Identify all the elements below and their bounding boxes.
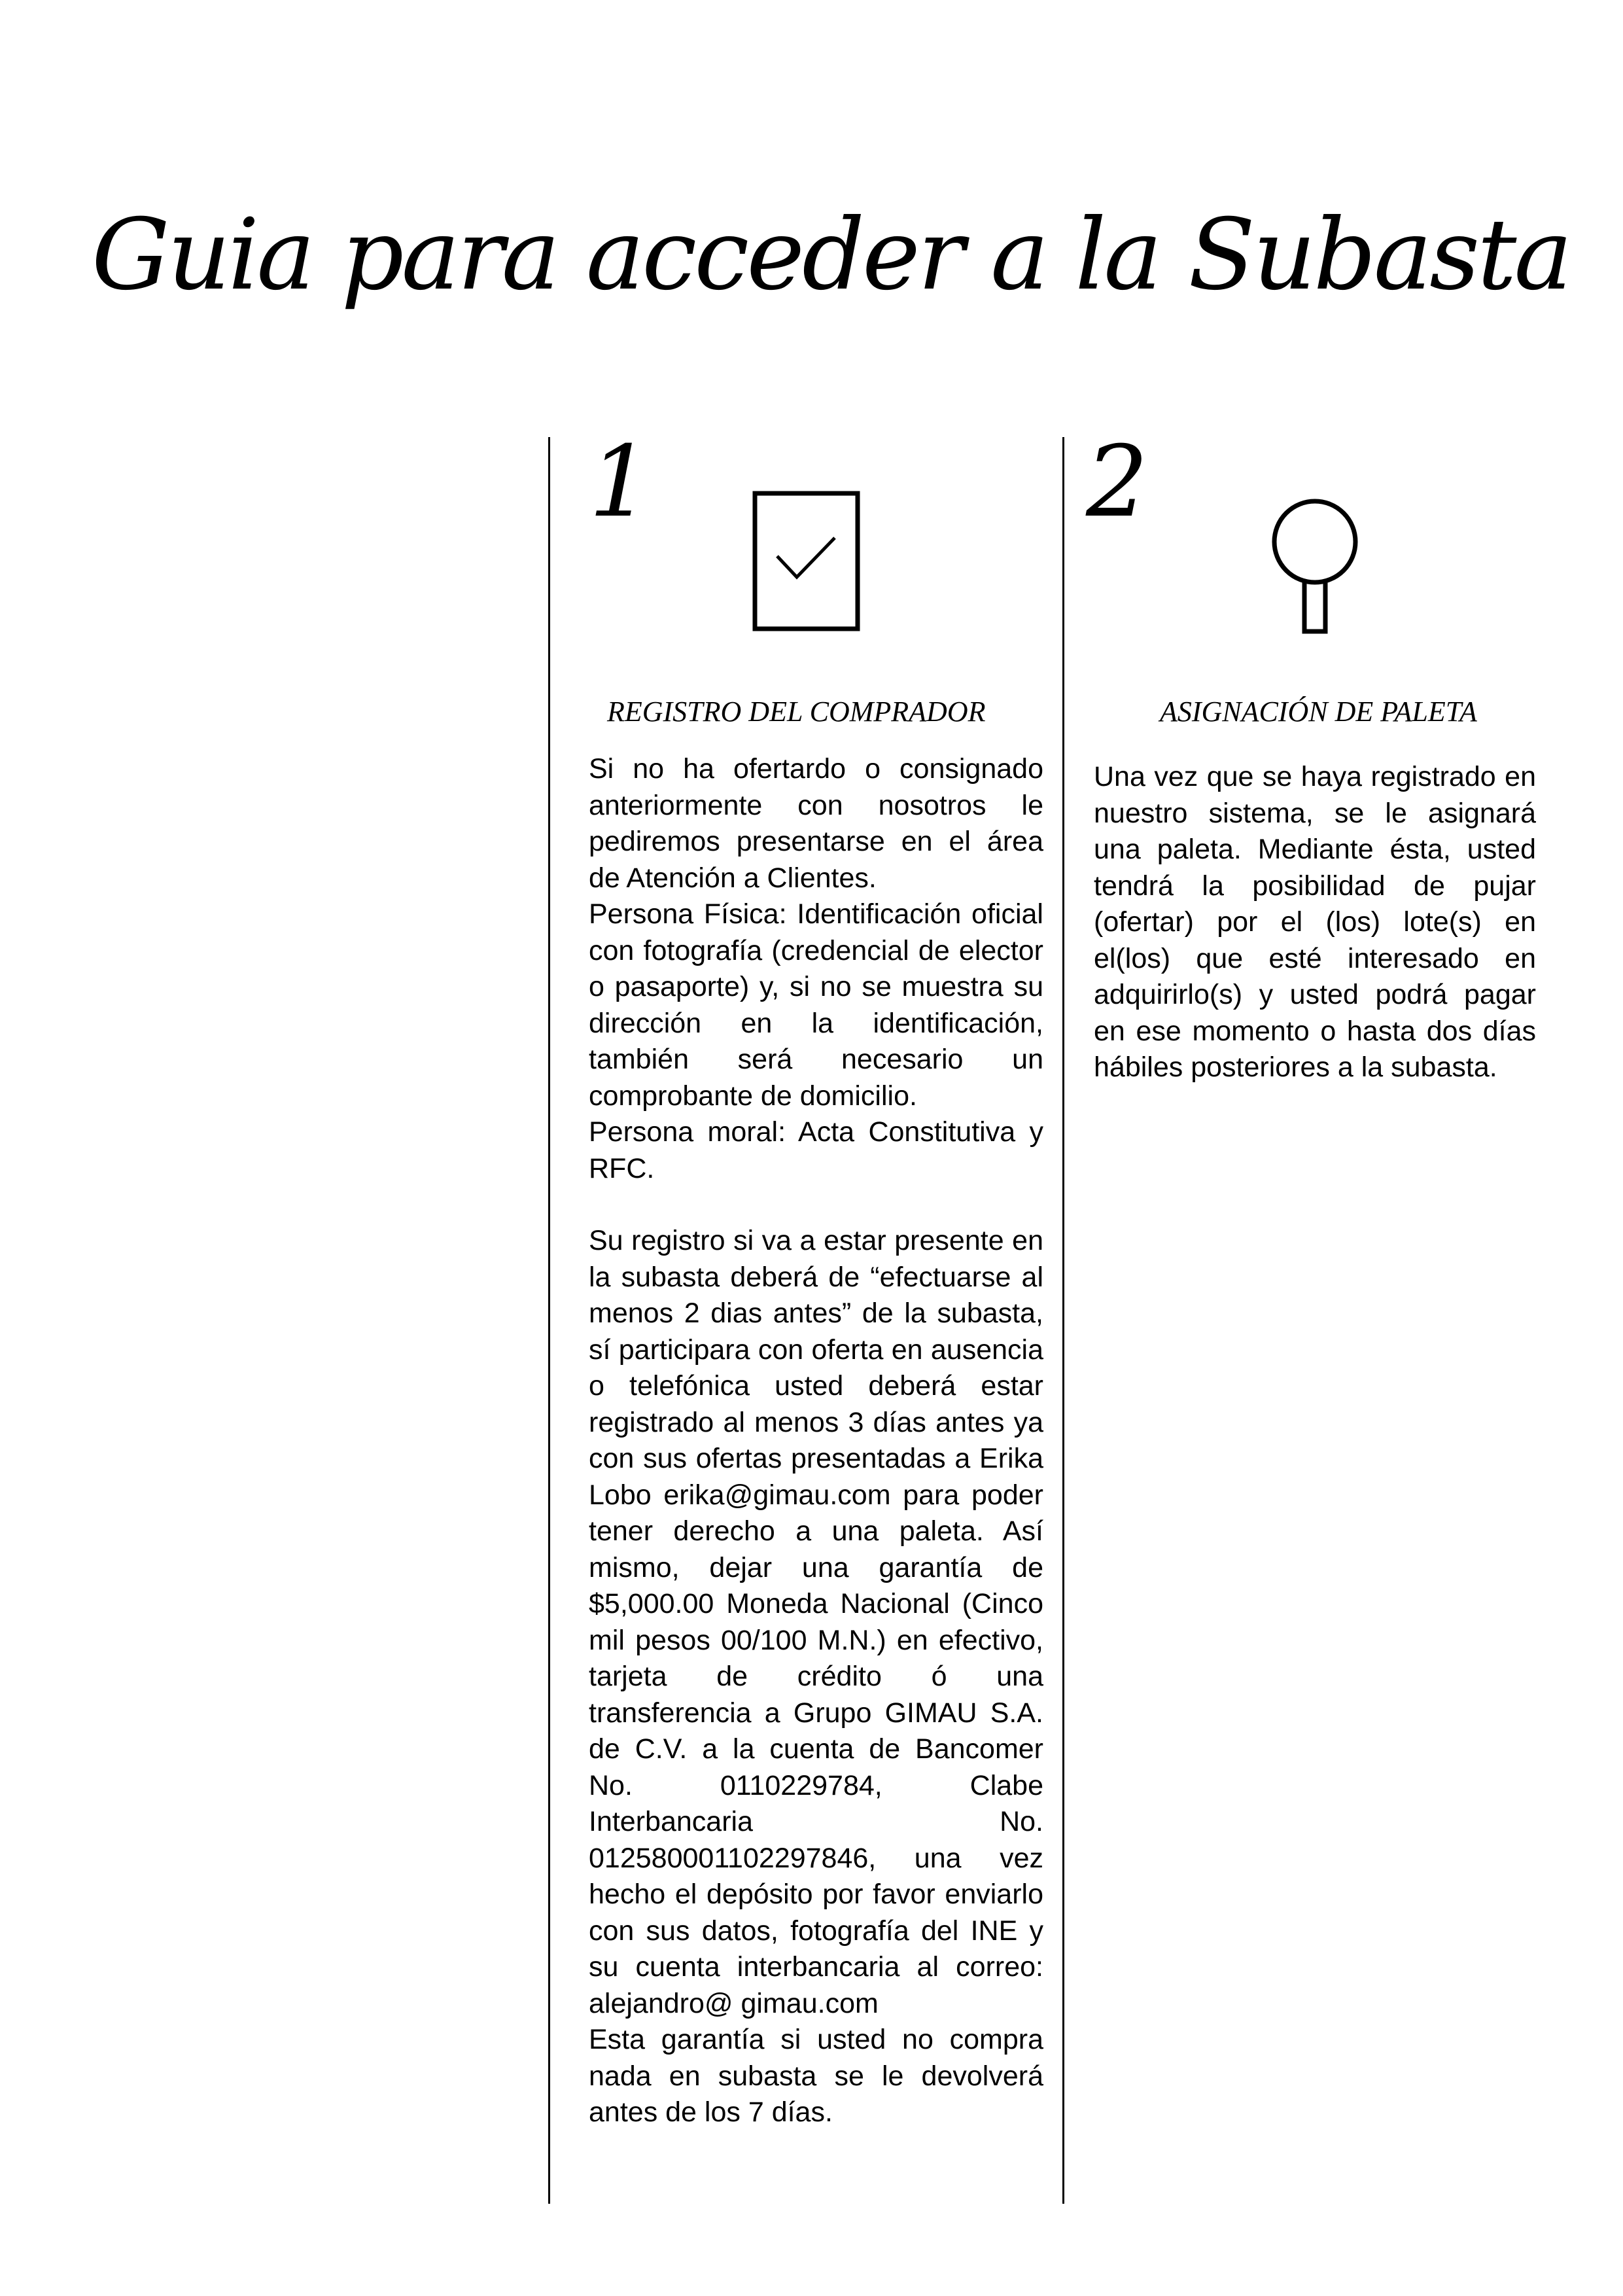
column-divider-middle	[1062, 437, 1064, 2204]
section-heading-registro: REGISTRO DEL COMPRADOR	[607, 696, 986, 728]
registro-paragraph: Esta garantía si usted no compra nada en subasta se le devolverá antes de los 7 días.	[589, 2024, 1043, 2128]
column-divider-left	[548, 437, 550, 2204]
checklist-icon	[752, 491, 860, 631]
registro-text	[589, 751, 1043, 2131]
registro-paragraph: Si no ha ofertardo o consignado anteriormente con nosotros le pediremos presentarse en el área de Atención a Clientes.	[589, 753, 1043, 894]
paddle-icon	[1263, 497, 1367, 635]
section-heading-paleta: ASIGNACIÓN DE PALETA	[1160, 696, 1477, 728]
paleta-text	[1094, 759, 1536, 1086]
registro-paragraph: Persona moral: Acta Constitutiva y RFC.	[589, 1116, 1043, 1184]
step-number-1: 1	[589, 425, 652, 539]
registro-paragraph: Persona Física: Identificación oficial con fotografía (credencial de elector o pasaporte) y, si no se muestra su dirección en la identificación, también será necesario un comprobante de domicilio.	[589, 898, 1043, 1112]
page-title: Guia para acceder a la Subasta	[92, 198, 1570, 312]
step-number-2: 2	[1086, 425, 1149, 539]
registro-paragraph: Su registro si va a estar presente en la subasta deberá de “efectuarse al menos 2 dias antes” de la subasta, sí participara con oferta en ausencia o telefónica usted deberá estar registrado al menos 3 días antes ya con sus ofertas presentadas a Erika Lobo erika@gimau.com para poder tener derecho a una paleta. Así mismo, dejar una garantía de $5,000.00 Moneda Nacional (Cinco mil pesos 00/100 M.N.) en efectivo, tarjeta de crédito ó una transferencia a Grupo GIMAU S.A. de C.V. a la cuenta de Bancomer No. 0110229784, Clabe Interbancaria No. 012580001102297846, una vez hecho el depósito por favor enviarlo con sus datos, fotografía del INE y su cuenta interbancaria al correo: alejandro@ gimau.com	[589, 1225, 1043, 2019]
paleta-paragraph: Una vez que se haya registrado en nuestro sistema, se le asignará una paleta. Mediante ésta, usted tendrá la posibilidad de pujar (ofertar) por el (los) lote(s) en el(los) que esté interesado en adquirirlo(s) y usted podrá pagar en ese momento o hasta dos días hábiles posteriores a la subasta.	[1094, 761, 1536, 1083]
